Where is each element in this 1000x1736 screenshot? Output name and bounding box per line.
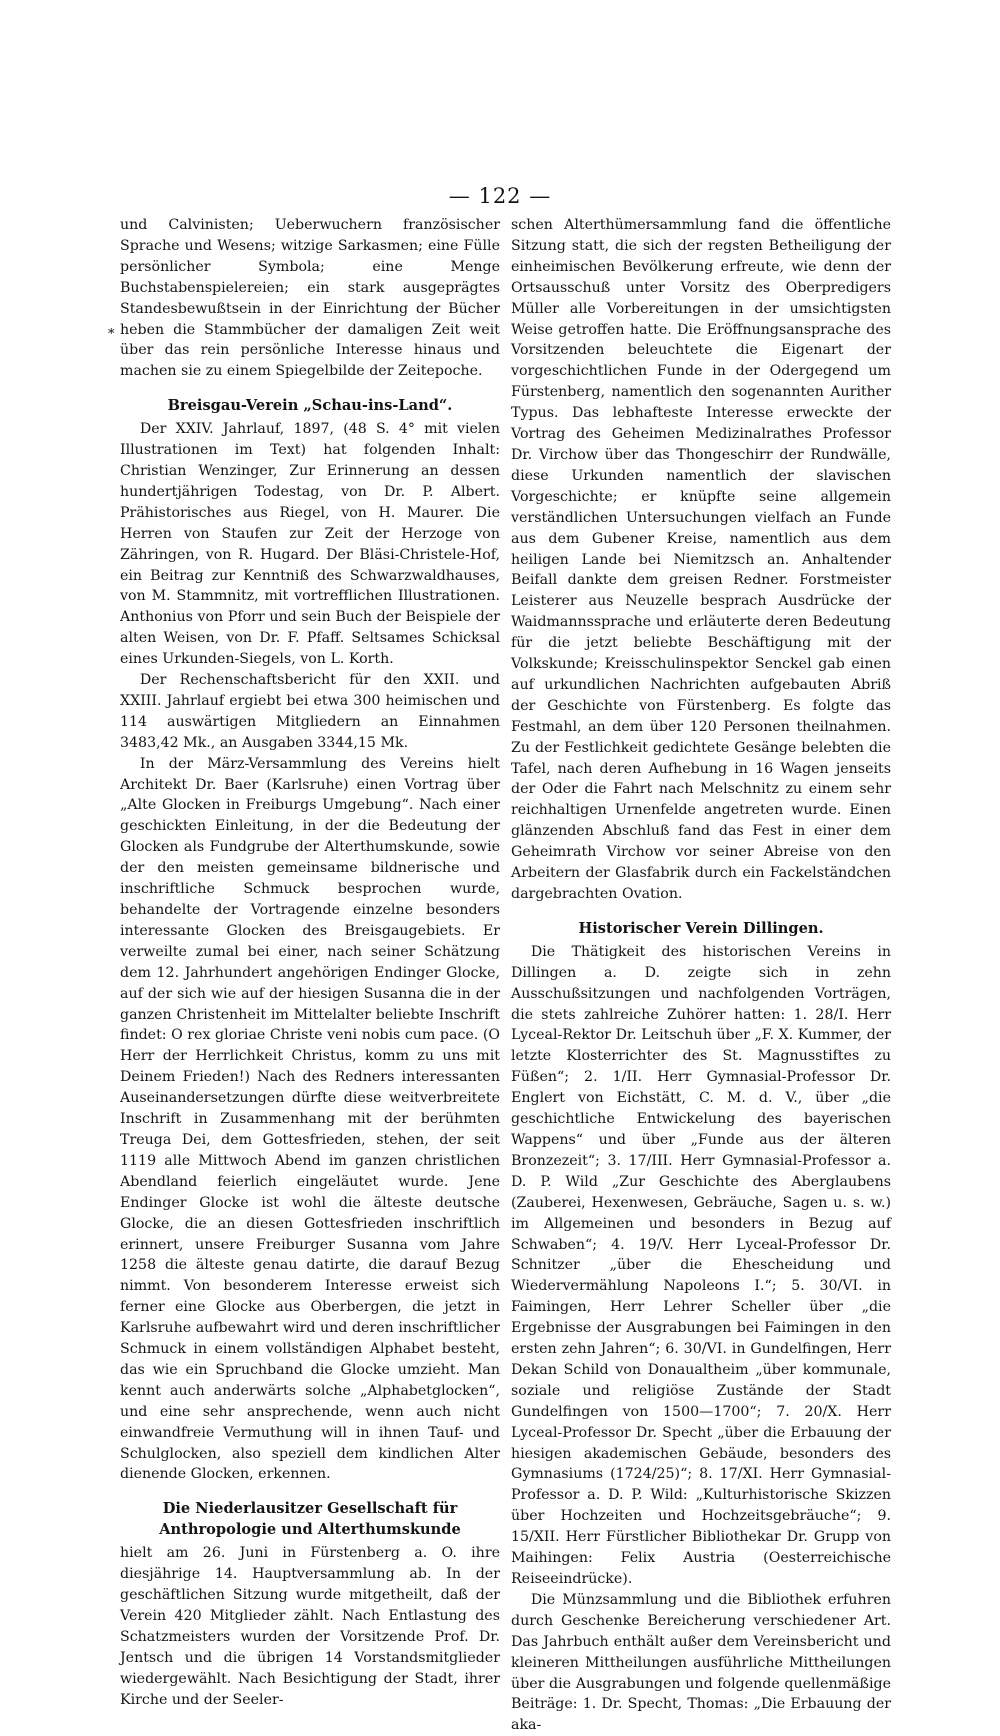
section-heading: Die Niederlausitzer Gesellschaft für Anthropologie und Alterthumskunde [159,1500,461,1539]
page-number: — 122 — [448,184,552,208]
paragraph: hielt am 26. Juni in Fürstenberg a. O. ihre diesjährige 14. Hauptversammlung ab. In der geschäftlichen Sitzung wurde mitgetheilt, daß der Verein 420 Mitglieder zählt. Nach Entlastung des Schatzmeisters wurden der Vorsitzende Prof. Dr. Jentsch und die übrigen 14 Vorstandsmitglieder wiedergewählt. Nach Besichtigung der Stadt, ihrer Kirche und der Seeler- [120,1545,500,1708]
paragraph: Die Thätigkeit des historischen Vereins in Dillingen a. D. zeigte sich in zehn Ausschußsitzungen und nachfolgenden Vorträgen, die stets zahlreiche Zuhörer hatten: 1. 28/I. Herr Lyceal-Rektor Dr. Leitschuh über „F. X. Kummer, der letzte Klosterrichter des St. Magnusstiftes zu Füßen“; 2. 1/II. Herr Gymnasial-Professor Dr. Englert von Eichstätt, C. M. d. V., über „die geschichtliche Entwickelung des bayerischen Wappens“ und über „Funde aus der älteren Bronzezeit“; 3. 17/III. Herr Gymnasial-Professor a. D. P. Wild „Zur Geschichte des Aberglaubens (Zauberei, Hexenwesen, Gebräuche, Sagen u. s. w.) im Allgemeinen und besonders in Bezug auf Schwaben“; 4. 19/V. Herr Lyceal-Professor Dr. Schnitzer „über die Ehescheidung und Wiedervermählung Napoleons I.“; 5. 30/VI. in Faimingen, Herr Lehrer Scheller über „die Ergebnisse der Ausgrabungen bei Faimingen in den ersten zehn Jahren“; 6. 30/VI. in Gundelfingen, Herr Dekan Schild von Donaualtheim „über kommunale, soziale und religiöse Zustände der Stadt Gundelfingen von 1500—1700“; 7. 20/X. Herr Lyceal-Professor Dr. Specht „über die Erbauung der hiesigen akademischen Gebäude, besonders des Gymnasiums (1724/25)“; 8. 17/XI. Herr Gymnasial-Professor a. D. P. Wild: „Kulturhistorische Skizzen über Hochzeiten und Hochzeitsgebräuche“; 9. 15/XII. Herr Fürstlicher Bibliothekar Dr. Grupp von Maihingen: Felix Austria (Oesterreichische Reiseeindrücke). [511,943,891,1587]
paragraph: Die Münzsammlung und die Bibliothek erfuhren durch Geschenke Bereicherung verschiedener Art. Das Jahrbuch enthält außer dem Vereinsbericht und kleineren Mittheilungen ausführliche Mittheilungen über die Ausgrabungen und folgende quellenmäßige Beiträge: 1. Dr. Specht, Thomas: „Die Erbauung der aka- [511,1591,891,1734]
paragraph: Der XXIV. Jahrlauf, 1897, (48 S. 4° mit vielen Illustrationen im Text) hat folgenden Inhalt: Christian Wenzinger, Zur Erinnerung an dessen hundertjährigen Todestag, von Dr. P. Albert. Prähistorisches aus Riegel, von H. Maurer. Die Herren von Staufen zur Zeit der Herzoge von Zähringen, von R. Hugard. Der Bläsi-Christele-Hof, ein Beitrag zur Kenntniß des Schwarzwaldhauses, von M. Stammnitz, mit vortrefflichen Illustrationen. Anthonius von Pforr und sein Buch der Beispiele der alten Weisen, von Dr. F. Pfaff. Seltsames Schicksal eines Urkunden-Siegels, von L. Korth. [120,421,500,668]
left-column [120,215,500,1710]
right-column [511,215,891,1736]
paragraph: Der Rechenschaftsbericht für den XXII. und XXIII. Jahrlauf ergiebt bei etwa 300 heimischen und 114 auswärtigen Mitgliedern an Einnahmen 3483,42 Mk., an Ausgaben 3344,15 Mk. [120,672,500,751]
paragraph: und Calvinisten; Ueberwuchern französischer Sprache und Wesens; witzige Sarkasmen; eine Fülle persönlicher Symbola; eine Menge Buchstabenspielereien; ein stark ausgeprägtes Standesbewußtsein in der Einrichtung der Bücher heben die Stammbücher der damaligen Zeit weit über das rein persönliche Interesse hinaus und machen sie zu einem Spiegelbilde der Zeitepoche. [120,217,500,380]
margin-mark: * [108,327,115,342]
section-heading: Breisgau-Verein „Schau-ins-Land“. [167,397,453,415]
paragraph: In der März-Versammlung des Vereins hielt Architekt Dr. Baer (Karlsruhe) einen Vortrag über „Alte Glocken in Freiburgs Umgebung“. Nach einer geschickten Einleitung, in der die Bedeutung der Glocken als Fundgrube der Alterthumskunde, sowie der den meisten gemeinsame bildnerische und inschriftliche Schmuck besprochen wurde, behandelte der Vortragende einzelne besonders interessante Glocken des Breisgaugebiets. Er verweilte zumal bei einer, nach seiner Schätzung dem 12. Jahrhundert angehörigen Endinger Glocke, auf der sich wie auf der hiesigen Susanna die in der ganzen Christenheit im Mittelalter beliebte Inschrift findet: O rex gloriae Christe veni nobis cum pace. (O Herr der Herrlichkeit Christus, komm zu uns mit Deinem Frieden!) Nach des Redners interessanten Auseinandersetzungen dürfte diese weitverbreitete Inschrift in Zusammenhang mit der berühmten Treuga Dei, dem Gottesfrieden, stehen, der seit 1119 alle Mittwoch Abend im ganzen christlichen Abendland feierlich eingeläutet wurde. Jene Endinger Glocke ist wohl die älteste deutsche Glocke, die an diesen Gottesfrieden inschriftlich erinnert, unsere Freiburger Susanna vom Jahre 1258 die älteste genau datirte, die darauf Bezug nimmt. Von besonderem Interesse erweist sich ferner eine Glocke aus Oberbergen, die jetzt in Karlsruhe aufbewahrt wird und deren inschriftlicher Schmuck in einem vollständigen Alphabet besteht, das wie ein Spruchband die Glocke umzieht. Man kennt auch anderwärts solche „Alphabetglocken“, und eine sehr ansprechende, wenn auch nicht einwandfreie Vermuthung will in ihnen Tauf- und Schulglocken, also speziell dem kindlichen Alter dienende Glocken, erkennen. [120,755,500,1483]
section-heading: Historischer Verein Dillingen. [578,919,824,937]
paragraph: schen Alterthümersammlung fand die öffentliche Sitzung statt, die sich der regsten Betheiligung der einheimischen Bevölkerung erfreute, wie denn der Ortsausschuß unter Vorsitz des Oberpredigers Müller alle Vorbereitungen in der umsichtigsten Weise getroffen hatte. Die Eröffnungsansprache des Vorsitzenden beleuchtete die Eigenart der vorgeschichtlichen Funde in der Odergegend um Fürstenberg, namentlich den sogenannten Aurither Typus. Das lebhafteste Interesse erweckte der Vortrag des Geheimen Medizinalrathes Professor Dr. Virchow über das Thongeschirr der Rundwälle, diese Urkunden namentlich der slavischen Vorgeschichte; er knüpfte seine allgemein verständlichen Untersuchungen vielfach an Funde aus dem Gubener Kreise, namentlich aus dem heiligen Lande bei Niemitzsch an. Anhaltender Beifall dankte dem greisen Redner. Forstmeister Leisterer aus Neuzelle besprach Ausdrücke der Waidmannssprache und erläuterte deren Bedeutung für die jetzt beliebte Beschäftigung mit der Volkskunde; Kreisschulinspektor Senckel gab einen auf urkundlichen Nachrichten aufgebauten Abriß der Geschichte von Fürstenberg. Es folgte das Festmahl, an dem über 120 Personen theilnahmen. Zu der Festlichkeit gedichtete Gesänge belebten die Tafel, nach deren Aufhebung in 16 Wagen jenseits der Oder die Fahrt nach Melschnitz zu einem sehr reichhaltigen Urnenfelde angetreten wurde. Einen glänzenden Abschluß fand das Fest in einer dem Geheimrath Virchow vor seiner Abreise von den Arbeitern der Glasfabrik durch ein Fackelständchen dargebrachten Ovation. [511,217,891,902]
